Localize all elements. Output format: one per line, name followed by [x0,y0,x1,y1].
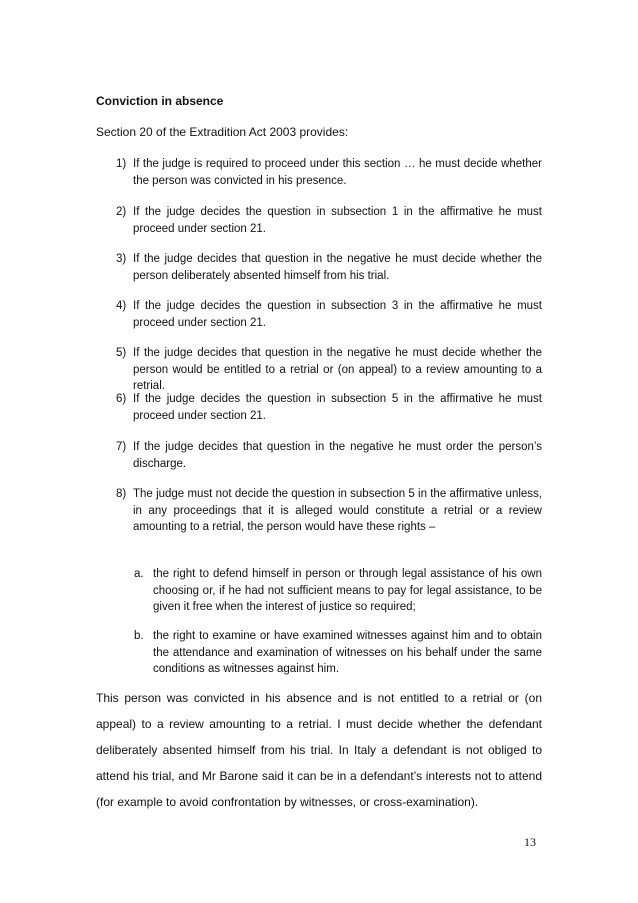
item-text: The judge must not decide the question in subsection 5 in the affirmative unless, in any proceedings that it is alleged would constitute a retrial or a review amounting to a retrial, the person would have these rights – [133,488,542,533]
sub-item-text: the right to defend himself in person or through legal assistance of his own choosing or, if he had not sufficient means to pay for legal assistance, to be given it free when the interest of justice so required; [153,568,542,613]
sub-item-letter: a. [134,568,144,580]
sub-item-text: the right to examine or have examined witnesses against him and to obtain the attendance and examination of witnesses on his behalf under the same conditions as witnesses against him. [153,630,542,675]
item-number: 3) [116,253,127,265]
item-number: 2) [116,206,127,218]
body-paragraph [96,685,542,815]
paragraph-line: attend his trial, and Mr Barone said it can be in a defendant’s interests not to attend [96,769,542,783]
sub-list-item [134,628,542,678]
item-number: 7) [116,441,127,453]
list-item [96,156,542,189]
item-text: If the judge decides that question in the negative he must decide whether the person deliberately absented himself from his trial. [133,253,542,282]
paragraph-line: appeal) to a review amounting to a retrial. I must decide whether the defendant [96,717,542,731]
sub-item-letter: b. [134,630,144,642]
item-number: 8) [116,488,127,500]
list-item [96,204,542,237]
sub-list-item [134,566,542,616]
item-number: 1) [116,158,127,170]
intro-text: Section 20 of the Extradition Act 2003 provides: [96,125,349,139]
list-item [96,486,542,536]
paragraph-line: (for example to avoid confrontation by witnesses, or cross-examination). [96,795,479,809]
item-text: If the judge decides the question in subsection 5 in the affirmative he must proceed under section 21. [133,393,542,422]
list-item [96,345,542,395]
list-item [96,391,542,424]
item-number: 6) [116,393,127,405]
item-number: 5) [116,347,127,359]
section-heading: Conviction in absence [96,94,224,108]
item-number: 4) [116,300,127,312]
paragraph-line: deliberately absented himself from his trial. In Italy a defendant is not obliged to [96,743,542,757]
list-item [96,298,542,331]
list-item [96,439,542,472]
list-item [96,251,542,284]
item-text: If the judge decides the question in subsection 1 in the affirmative he must proceed under section 21. [133,206,542,235]
paragraph-line: This person was convicted in his absence and is not entitled to a retrial or (on [96,691,542,705]
item-text: If the judge decides the question in subsection 3 in the affirmative he must proceed under section 21. [133,300,542,329]
item-text: If the judge decides that question in the negative he must order the person’s discharge. [133,441,542,470]
item-text: If the judge decides that question in the negative he must decide whether the person would be entitled to a retrial or (on appeal) to a review amounting to a retrial. [133,347,542,392]
item-text: If the judge is required to proceed under this section … he must decide whether the person was convicted in his presence. [133,158,542,187]
page-number: 13 [524,835,536,849]
